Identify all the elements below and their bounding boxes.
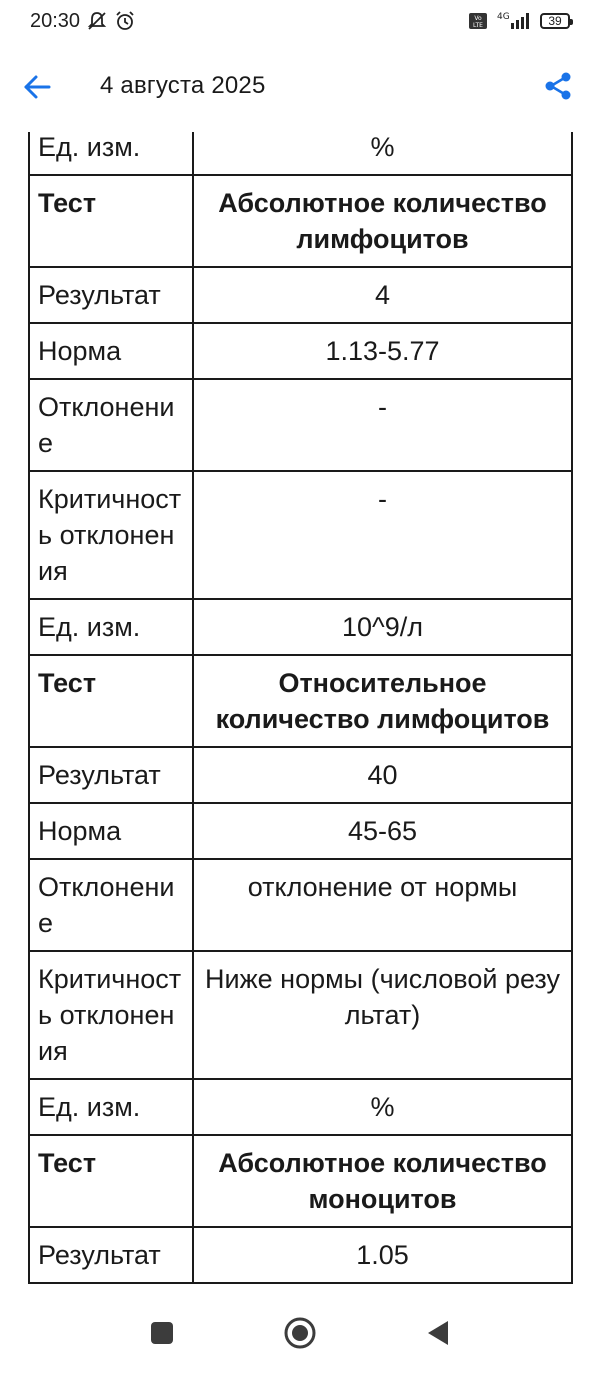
recents-square-icon — [149, 1320, 175, 1346]
row-value: - — [193, 471, 572, 599]
status-left — [30, 10, 136, 33]
row-label: Ед. изм. — [29, 599, 193, 655]
home-button[interactable] — [282, 1315, 318, 1351]
signal-icon — [496, 11, 532, 31]
table-row-result — [29, 747, 572, 803]
table-row-criticality — [29, 471, 572, 599]
row-label: Норма — [29, 803, 193, 859]
arrow-left-icon — [22, 72, 52, 102]
row-value: 1.05 — [193, 1227, 572, 1283]
row-value: 40 — [193, 747, 572, 803]
table-row-unit — [29, 132, 572, 175]
row-value: Ниже нормы (числовой результат) — [193, 951, 572, 1079]
row-value: % — [193, 132, 572, 175]
svg-text:Vo: Vo — [474, 15, 482, 22]
row-value: Абсолютное количество лимфоцитов — [193, 175, 572, 267]
alarm-icon — [114, 10, 136, 32]
recents-button[interactable] — [144, 1315, 180, 1351]
table-row-deviation — [29, 379, 572, 471]
results-table — [28, 132, 573, 1284]
results-table-body — [29, 132, 572, 1283]
battery-icon — [540, 13, 570, 29]
row-label: Тест — [29, 655, 193, 747]
row-value: 4 — [193, 267, 572, 323]
row-label: Результат — [29, 1227, 193, 1283]
table-row-result — [29, 267, 572, 323]
battery-level: 39 — [548, 14, 562, 28]
back-triangle-icon — [424, 1318, 452, 1348]
back-nav-button[interactable] — [420, 1315, 456, 1351]
row-label: Результат — [29, 267, 193, 323]
row-label: Норма — [29, 323, 193, 379]
row-label: Тест — [29, 175, 193, 267]
row-label: Критичность отклонения — [29, 951, 193, 1079]
app-bar — [0, 56, 600, 118]
row-label: Критичность отклонения — [29, 471, 193, 599]
row-value: отклонение от нормы — [193, 859, 572, 951]
row-value: % — [193, 1079, 572, 1135]
row-label: Ед. изм. — [29, 1079, 193, 1135]
table-row-deviation — [29, 859, 572, 951]
table-row-criticality — [29, 951, 572, 1079]
table-row-test — [29, 175, 572, 267]
row-value: Относительное количество лимфоцитов — [193, 655, 572, 747]
row-value: 10^9/л — [193, 599, 572, 655]
table-row-unit — [29, 599, 572, 655]
share-icon — [543, 71, 573, 101]
row-value: - — [193, 379, 572, 471]
status-bar — [0, 0, 600, 42]
network-type: 4G — [497, 12, 510, 22]
row-label: Ед. изм. — [29, 132, 193, 175]
table-row-test — [29, 655, 572, 747]
row-value: 1.13-5.77 — [193, 323, 572, 379]
row-value: Абсолютное количество моноцитов — [193, 1135, 572, 1227]
results-scroll-area[interactable] — [0, 132, 600, 1295]
table-row-result — [29, 1227, 572, 1283]
status-time: 20:30 — [30, 9, 81, 32]
table-row-norm — [29, 323, 572, 379]
table-row-unit — [29, 1079, 572, 1135]
row-label: Результат — [29, 747, 193, 803]
row-value: 45-65 — [193, 803, 572, 859]
status-right — [468, 11, 570, 31]
table-row-norm — [29, 803, 572, 859]
back-button[interactable] — [20, 70, 54, 104]
system-nav-bar — [0, 1295, 600, 1373]
volte-icon — [468, 12, 488, 30]
notifications-off-icon — [86, 10, 108, 32]
table-row-test — [29, 1135, 572, 1227]
home-circle-icon — [283, 1316, 317, 1350]
row-label: Отклонение — [29, 379, 193, 471]
svg-text:LTE: LTE — [473, 22, 483, 29]
page-title: 4 августа 2025 — [100, 72, 266, 99]
row-label: Тест — [29, 1135, 193, 1227]
share-button[interactable] — [540, 68, 576, 104]
row-label: Отклонение — [29, 859, 193, 951]
